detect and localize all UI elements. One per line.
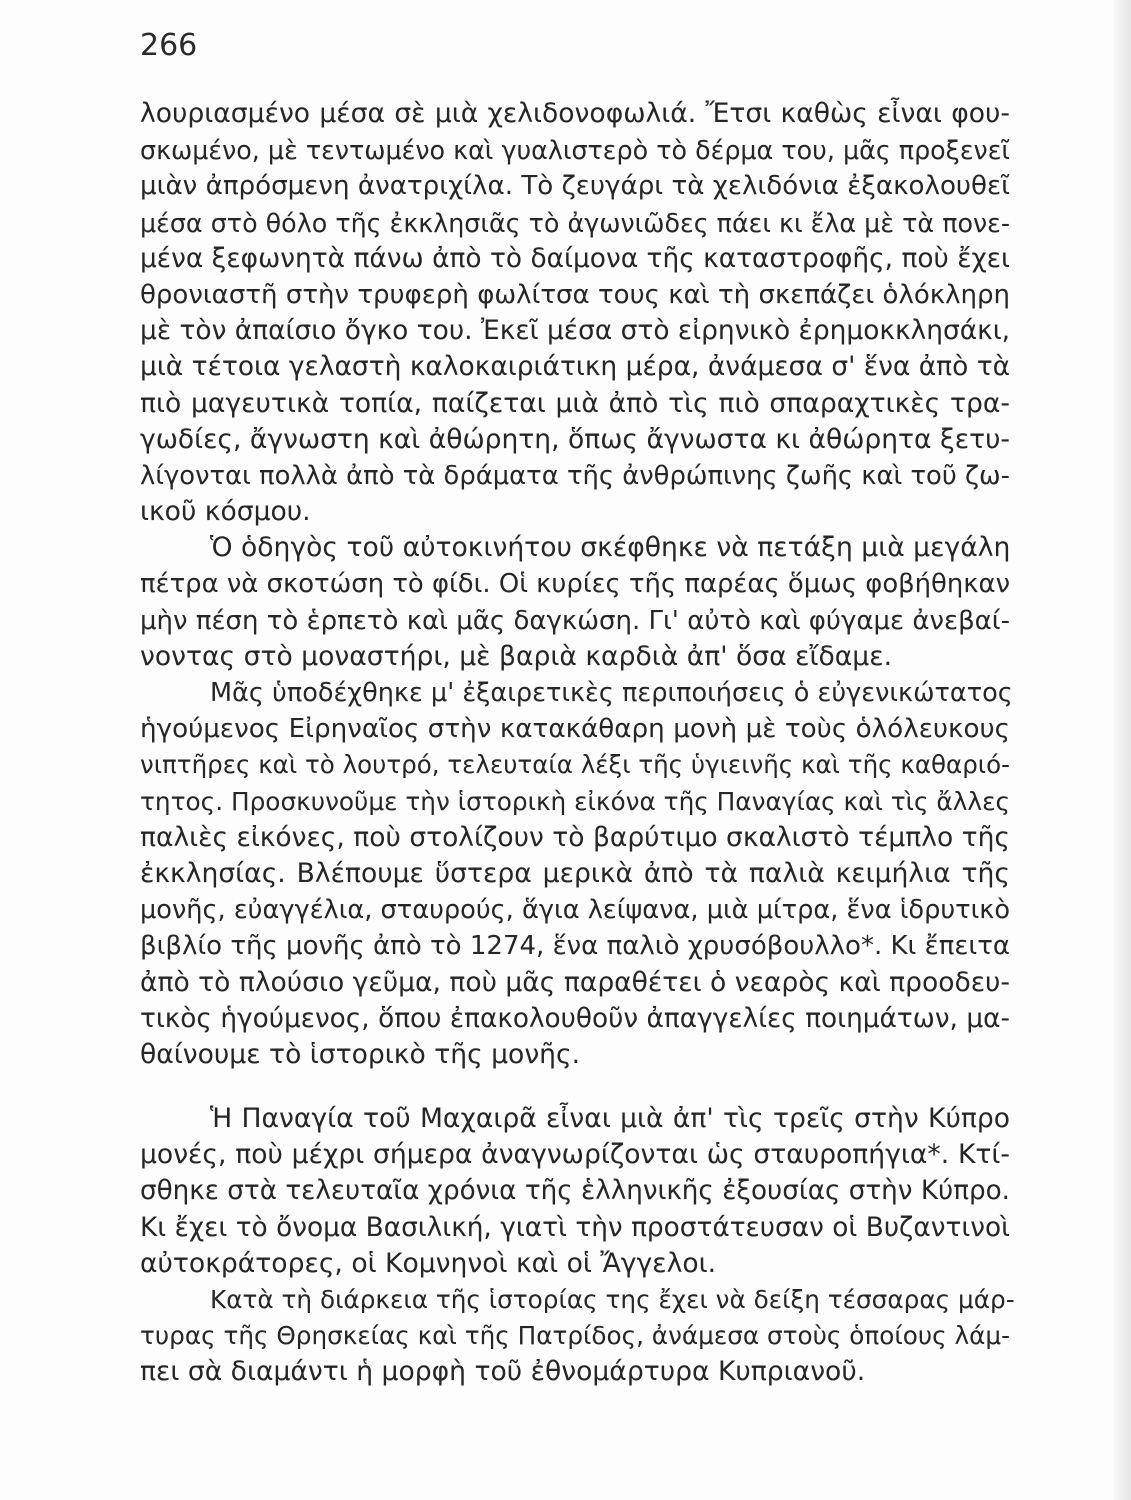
text-line: λουριασμένο μέσα σὲ μιὰ χελιδονοφωλιά. Ἔτσι καθὼς εἶναι φου- [140, 98, 1010, 129]
text-line: μονές, ποὺ μέχρι σήμερα ἀναγνωρίζονται ὡς σταυροπήγια*. Κτί- [140, 1139, 1010, 1171]
text-line: ἡγούμενος Εἰρηναῖος στὴν κατακάθαρη μονὴ μὲ τοὺς ὁλόλευκους [140, 714, 1010, 745]
text-line: αὐτοκράτορες, οἱ Κομνηνοὶ καὶ οἱ Ἄγγελοι. [140, 1247, 717, 1279]
text-line: μονῆς, εὐαγγέλια, σταυρούς, ἅγια λείψανα, μιὰ μίτρα, ἕνα ἱδρυτικὸ [140, 895, 1010, 926]
text-line: μιὰν ἀπρόσμενη ἀνατριχίλα. Τὸ ζευγάρι τὰ χελιδόνια ἐξακολουθεῖ [140, 171, 1010, 202]
text-line: ἐκκλησίας. Βλέπουμε ὕστερα μερικὰ ἀπὸ τὰ παλιὰ κειμήλια τῆς [140, 857, 1010, 889]
paragraph [140, 530, 1010, 675]
text-line: παλιὲς εἰκόνες, ποὺ στολίζουν τὸ βαρύτιμο σκαλιστὸ τέμπλο τῆς [140, 821, 1010, 853]
paragraph [140, 1282, 1015, 1391]
text-line: μιὰ τέτοια γελαστὴ καλοκαιριάτικη μέρα, ἀνάμεσα σ' ἕνα ἀπὸ τὰ [140, 351, 1011, 383]
section-gap [140, 1073, 1010, 1101]
text-line: Μᾶς ὑποδέχθηκε μ' ἐξαιρετικὲς περιποιήσεις ὁ εὐγενικώτατος [210, 678, 1013, 708]
paragraph [140, 96, 1010, 530]
text-line: μὲ τὸν ἀπαίσιο ὄγκο του. Ἐκεῖ μέσα στὸ εἰρηνικὸ ἐρημοκκλησάκι, [140, 315, 1011, 347]
text-line: μέσα στὸ θόλο τῆς ἐκκλησιᾶς τὸ ἀγωνιῶδες πάει κι ἔλα μὲ τὰ πονε- [140, 207, 1010, 238]
text-line: σκωμένο, μὲ τεντωμένο καὶ γυαλιστερὸ τὸ δέρμα του, μᾶς προξενεῖ [140, 135, 1010, 166]
text-line: Κι ἔχει τὸ ὄνομα Βασιλική, γιατὶ τὴν προστάτευσαν οἱ Βυζαντινοὶ [140, 1212, 1010, 1243]
text-line: μὴν πέση τὸ ἑρπετὸ καὶ μᾶς δαγκώση. Γι' αὐτὸ καὶ φύγαμε ἀνεβαί- [140, 605, 1010, 636]
text-line: γωδίες, ἄγνωστη καὶ ἀθώρητη, ὅπως ἄγνωστα κι ἀθώρητα ξετυ- [140, 423, 1010, 455]
text-line: Ὁ ὁδηγὸς τοῦ αὐτοκινήτου σκέφθηκε νὰ πετάξη μιὰ μεγάλη [210, 532, 1011, 564]
text-line: πει σὰ διαμάντι ἡ μορφὴ τοῦ ἐθνομάρτυρα Κυπριανοῦ. [140, 1356, 866, 1388]
text-line: ἀπὸ τὸ πλούσιο γεῦμα, ποὺ μᾶς παραθέτει ὁ νεαρὸς καὶ προοδευ- [140, 966, 1010, 998]
text-line: νιπτῆρες καὶ τὸ λουτρό, τελευταία λέξι τῆς ὑγιεινῆς καὶ τῆς καθαριό- [140, 750, 1010, 780]
text-line: πιὸ μαγευτικὰ τοπία, παίζεται μιὰ ἀπὸ τὶς πιὸ σπαραχτικὲς τρα- [140, 387, 1010, 419]
text-line: πέτρα νὰ σκοτώση τὸ φίδι. Οἱ κυρίες τῆς παρέας ὅμως φοβήθηκαν [140, 569, 1011, 600]
text-line: νοντας στὸ μοναστήρι, μὲ βαριὰ καρδιὰ ἀπ' ὅσα εἴδαμε. [140, 640, 893, 672]
paragraph [140, 675, 1013, 1073]
text-line: βιβλίο τῆς μονῆς ἀπὸ τὸ 1274, ἕνα παλιὸ χρυσόβουλλο*. Κι ἔπειτα [140, 931, 1010, 962]
text-line: μένα ξεφωνητὰ πάνω ἀπὸ τὸ δαίμονα τῆς καταστροφῆς, ποὺ ἔχει [140, 242, 1010, 274]
text-line: θαίνουμε τὸ ἱστορικὸ τῆς μονῆς. [140, 1038, 581, 1070]
body-text [140, 96, 1015, 1391]
text-line: σθηκε στὰ τελευταῖα χρόνια τῆς ἑλληνικῆς ἐξουσίας στὴν Κύπρο. [140, 1176, 1010, 1207]
text-line: λίγονται πολλὰ ἀπὸ τὰ δράματα τῆς ἀνθρώπινης ζωῆς καὶ τοῦ ζω- [140, 460, 1010, 491]
text-line: Ἡ Παναγία τοῦ Μαχαιρᾶ εἶναι μιὰ ἀπ' τὶς τρεῖς στὴν Κύπρο [210, 1103, 1010, 1135]
page-number: 266 [140, 28, 198, 63]
paragraph [140, 1101, 1010, 1282]
text-line: τυρας τῆς Θρησκείας καὶ τῆς Πατρίδος, ἀνάμεσα στοὺς ὁποίους λάμ- [140, 1321, 1010, 1351]
text-line: ικοῦ κόσμου. [140, 496, 311, 528]
text-line: θρονιαστῆ στὴν τρυφερὴ φωλίτσα τους καὶ τὴ σκεπάζει ὁλόκληρη [140, 279, 1010, 310]
text-line: τικὸς ἡγούμενος, ὅπου ἐπακολουθοῦν ἀπαγγελίες ποιημάτων, μα- [140, 1003, 1010, 1034]
text-line: τητος. Προσκυνοῦμε τὴν ἱστορικὴ εἰκόνα τῆς Παναγίας καὶ τὶς ἄλλες [140, 786, 1010, 816]
page-edge-shadow [1113, 0, 1131, 1500]
text-line: Κατὰ τὴ διάρκεια τῆς ἱστορίας της ἔχει νὰ δείξη τέσσαρας μάρ- [210, 1285, 1015, 1314]
